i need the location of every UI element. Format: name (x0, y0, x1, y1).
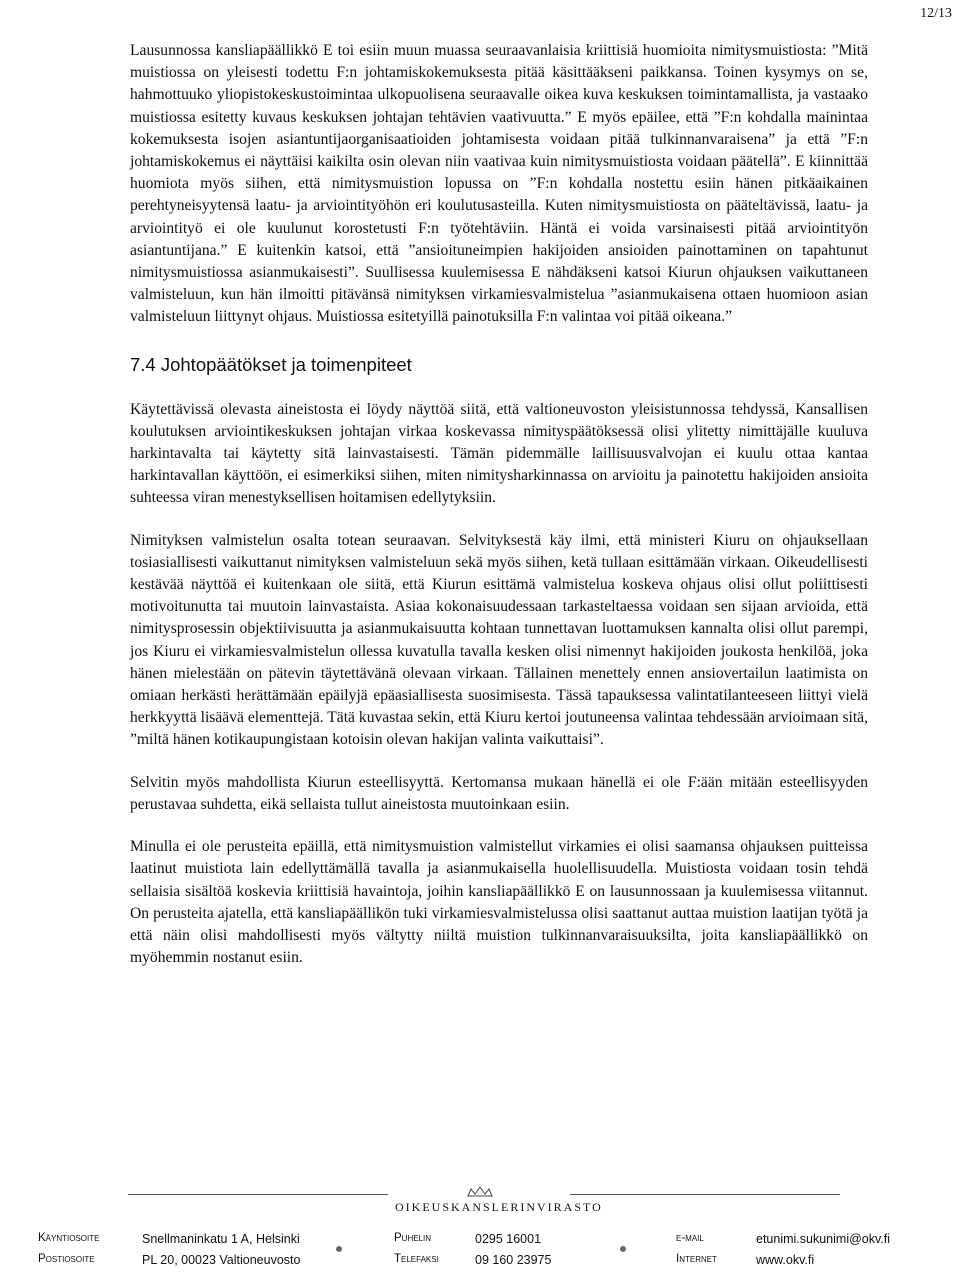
footer-row (38, 1253, 918, 1274)
email-address[interactable]: etunimi.sukunimi@okv.fi (756, 1232, 891, 1246)
paragraph: Nimityksen valmistelun osalta totean seuraavan. Selvityksestä käy ilmi, että ministeri Kiuru on ohjauksellaan tosiasiallisesti vaikuttanut nimityksen valmisteluun sekä myös siihen, ketä tullaan esittämään virkaan. Oikeudellisesti kestävää näyttöä ei kuitenkaan ole siitä, että Kiurun esittämä valmistelua koskeva ohjaus olisi ollut poliittisesti motivoitunutta tai muutoin lainvastaista. Asiaa kokonaisuudessaan tarkasteltaessa voidaan sen sijaan arvioida, että nimitysprosessin objektiivisuutta ja asianmukaisuutta kohtaan tunnettavan luottamuksen kannalta olisi ollut parempi, jos Kiuru ei virkamiesvalmistelun ollessa kuvatulla tavalla kesken olisi nimennyt hakijoiden joukosta henkilöä, joka hänen mielestään on pätevin täytettävänä olevaan virkaan. Tällainen menettely ennen ansiovertailun laatimista on omiaan herkästi herättämään epäilyjä epäasiallisesta suosimisesta. Tässä tapauksessa valintatilanteeseen liittyi vielä herkkyyttä lisäävä elementtejä. Tätä kuvastaa sekin, että Kiuru kertoi joutuneensa valintaa tehdessään arvioimaan sitä, ”miltä hänen kotikaupungistaan kotoisin olevan hakijan valinta vaikuttaisi”. (130, 531, 868, 749)
paragraph: Minulla ei ole perusteita epäillä, että nimitysmuistion valmistellut virkamies ei olisi saamansa ohjauksen puitteissa laatinut muistiota lain edellyttämällä tavalla ja asianmukaisella huolellisuudella. Muistiosta voidaan tosin tehdä sellaisia sisältöä koskevia kriittisiä havaintoja, joihin kansliapäällikkö E on lausunnossaan ja kuulemisessa viitannut. On perusteita ajatella, että kansliapäällikön tuki virkamiesvalmistelussa olisi saattanut auttaa muistion laatijan työtä ja että näin olisi mahdollisesti myös vältytty niiltä muistion tulkinnanvaraisuuksilta, joita kansliapäällikkö on myöhemmin nostanut esiin. (130, 838, 868, 967)
email-label: e-mail (676, 1232, 704, 1244)
separator-dot-icon (620, 1246, 626, 1252)
visit-address: Snellmaninkatu 1 A, Helsinki (142, 1232, 300, 1246)
phone-label: Puhelin (394, 1232, 432, 1244)
crown-emblem-icon (465, 1186, 495, 1198)
document-body (130, 40, 868, 989)
footer-row (38, 1232, 918, 1253)
postal-address: PL 20, 00023 Valtioneuvosto (142, 1253, 301, 1267)
footer-divider-left (128, 1194, 388, 1195)
paragraph: Käytettävissä olevasta aineistosta ei löydy näyttöä siitä, että valtioneuvoston yleisistunnossa tehdyssä, Kansallisen koulutuksen arviointikeskuksen johtajan virkaa koskevassa nimityspäätöksessä olisi ylitetty nimittäjälle kuuluva harkintavalta tai käytetty sitä lainvastaisesti. Tämän pidemmälle laillisuusvalvojan ei kuulu ottaa kantaa harkintavallan käyttöön, ei esimerkiksi siihen, miten nimitysharkinnassa on arvioitu ja painotettu hakijoiden ansioita suhteessa viran menestyksellisen hoitamisen edellytyksiin. (130, 400, 868, 507)
paragraph: Selvitin myös mahdollista Kiurun esteellisyyttä. Kertomansa mukaan hänellä ei ole F:ään mitään esteellisyyden perustavaa suhdetta, eikä sellaista tullut aineistosta muutoinkaan esiin. (130, 773, 868, 813)
section-heading: 7.4 Johtopäätökset ja toimenpiteet (130, 353, 412, 375)
internet-label: Internet (676, 1253, 717, 1265)
visit-address-label: Käyntiosoite (38, 1232, 100, 1244)
footer-divider-right (570, 1194, 840, 1195)
institution-name: OIKEUSKANSLERINVIRASTO (395, 1200, 603, 1214)
phone-number: 0295 16001 (475, 1232, 542, 1246)
fax-number: 09 160 23975 (475, 1253, 552, 1267)
fax-label: Telefaksi (394, 1253, 439, 1265)
paragraph: Lausunnossa kansliapäällikkö E toi esiin muun muassa seuraavanlaisia kriittisiä huomioita nimitysmuistiosta: ”Mitä muistiossa on yleisesti todettu F:n johtamiskokemuksesta pitää käsittääkseni paikkansa. Toinen kysymys on se, hahmottuuko yliopistokeskustoimintaa ulkopuolisena seuraavalle oikea kuva keskuksen toimintamallista, ja vastaako muistiossa esitetty kuvaus keskuksen johtajan tehtävien vaativuutta.” E myös epäilee, että ”F:n kohdalla mainintaa kokemuksesta isojen asiantuntijaorganisaatioiden johtamisesta voidaan pitää tulkinnanvaraisena” ja että ”F:n johtamiskokemus ei näyttäisi kaikilta osin olevan niin vaativaa kuin nimitysmuistiosta voidaan päätellä”. E kiinnittää huomiota myös siihen, että nimitysmuistion lopussa on ”F:n kohdalla nostettu esiin hänen pitkäaikainen perehtyneisyytensä laatu- ja arviointityöhön eri koulutusasteilla. Kuten nimitysmuistiosta on pääteltävissä, laatu- ja arviointityö ei ole kuulunut korostetusti F:n työtehtäviin. Häntä ei voida varsinaisesti pitää arviointityön asiantuntijana.” E kuitenkin katsoi, että ”ansioituneimpien hakijoiden ansioiden painottaminen on tapahtunut nimitysmuistiossa asianmukaisesti”. Suullisessa kuulemisessa E nähdäkseni katsoi Kiurun ohjauksen vaikuttaneen valmisteluun, kun hän ilmoitti pitävänsä nimityksen virkamiesvalmistelua ”asianmukaisena ottaen huomioon asian valmisteluun liittynyt ohjaus. Muistiossa esitetyillä painotuksilla F:n valintaa voi pitää oikeana.” (130, 42, 868, 326)
separator-dot-icon (336, 1246, 342, 1252)
website-link[interactable]: www.okv.fi (756, 1253, 815, 1267)
footer-institution (395, 1186, 603, 1215)
page-number: 12/13 (920, 6, 952, 21)
footer-contact (38, 1232, 918, 1274)
postal-address-label: Postiosoite (38, 1253, 95, 1265)
